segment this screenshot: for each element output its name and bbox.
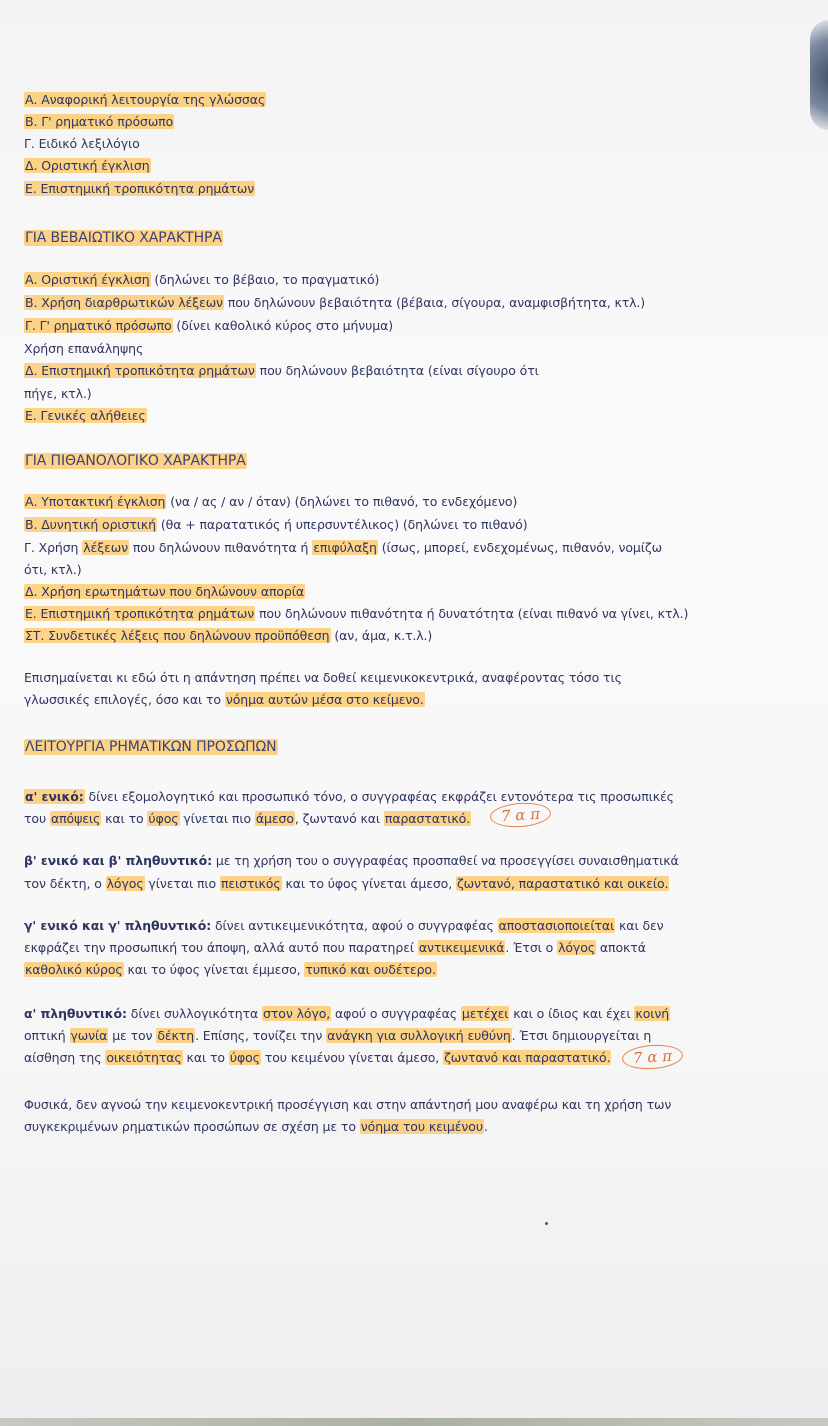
certain-item-b: Β. Χρήση διαρθρωτικών λέξεων που δηλώνουν βεβαιότητα (βέβαια, σίγουρα, αναμφισβήτητα, κτλ.) [25,295,646,310]
person-4-line-2: οπτική γωνία με τον δέκτη. Επίσης, τονίζει την ανάγκη για συλλογική ευθύνη. Έτσι δημιουργείται η [24,1028,652,1043]
top-item-b: Β. Γ' ρηματικό πρόσωπο [25,114,174,129]
closing-line-1: Φυσικά, δεν αγνοώ την κειμενοκεντρική προσέγγιση και στην απάντησή μου αναφέρω και τη χρήση των [24,1097,672,1112]
certain-item-d: Δ. Επιστημική τροπικότητα ρημάτων που δηλώνουν βεβαιότητα (είναι σίγουρο ότι [25,363,539,378]
probable-item-a: Α. Υποτακτική έγκλιση (να / ας / αν / όταν) (δηλώνει το πιθανό, το ενδεχόμενο) [25,494,518,509]
closing-line-2: συγκεκριμένων ρηματικών προσώπων σε σχέση με το νόημα του κειμένου. [24,1119,488,1134]
top-item-c: Γ. Ειδικό λεξιλόγιο [24,136,140,151]
note-line-1: Επισημαίνεται κι εδώ ότι η απάντηση πρέπει να δοθεί κειμενικοκεντρικά, αναφέροντας τόσο τις [24,670,622,685]
top-item-d: Δ. Οριστική έγκλιση [25,158,150,173]
top-item-e: Ε. Επιστημική τροπικότητα ρημάτων [25,181,255,196]
section-title-certain: ΓΙΑ ΒΕΒΑΙΩΤΙΚΟ ΧΑΡΑΚΤΗΡΑ [25,230,222,246]
person-1-line-1: α' ενικό: δίνει εξομολογητικό και προσωπικό τόνο, ο συγγραφέας εκφράζει εντονότερα τις προσωπικές [25,789,674,804]
person-3-line-3: καθολικό κύρος και το ύφος γίνεται έμμεσο, τυπικό και ουδέτερο. [25,962,436,977]
section-title-persons: ΛΕΙΤΟΥΡΓΙΑ ΡΗΜΑΤΙΚΩΝ ΠΡΟΣΩΠΩΝ [25,739,277,755]
handwritten-stamp-1: 7 α π [490,803,551,827]
page-edge-shadow [810,20,828,130]
speck [545,1222,548,1225]
certain-item-c: Γ. Γ' ρηματικό πρόσωπο (δίνει καθολικό κύρος στο μήνυμα) [25,318,394,333]
top-item-a: Α. Αναφορική λειτουργία της γλώσσας [25,92,266,107]
certain-item-d2: πήγε, κτλ.) [24,386,92,401]
person-3-line-1: γ' ενικό και γ' πληθυντικό: δίνει αντικειμενικότητα, αφού ο συγγραφέας αποστασιοποιείται και δεν [24,918,664,933]
certain-item-a: Α. Οριστική έγκλιση (δηλώνει το βέβαιο, το πραγματικό) [25,272,380,287]
person-2-line-1: β' ενικό και β' πληθυντικό: με τη χρήση του ο συγγραφέας προσπαθεί να προσεγγίσει συναισθηματικά [24,853,679,868]
person-4-line-1: α' πληθυντικό: δίνει συλλογικότητα στον λόγο, αφού ο συγγραφέας μετέχει και ο ίδιος και έχει κοινή [24,1006,670,1021]
probable-item-c2: ότι, κτλ.) [24,562,82,577]
certain-item-e: Ε. Γενικές αλήθειες [25,408,146,423]
person-3-line-2: εκφράζει την προσωπική του άποψη, αλλά αυτό που παρατηρεί αντικειμενικά. Έτσι ο λόγος αποκτά [24,940,646,955]
probable-item-c: Γ. Χρήση λέξεων που δηλώνουν πιθανότητα ή επιφύλαξη (ίσως, μπορεί, ενδεχομένως, πιθανόν, νομίζω [24,540,662,555]
handwritten-stamp-2: 7 α π [622,1045,683,1069]
person-4-line-3: αίσθηση της οικειότητας και το ύφος του κειμένου γίνεται άμεσο, ζωντανό και παραστατικό. [24,1050,611,1065]
probable-item-f: ΣΤ. Συνδετικές λέξεις που δηλώνουν προϋπόθεση (αν, άμα, κ.τ.λ.) [25,628,433,643]
section-title-probable: ΓΙΑ ΠΙΘΑΝΟΛΟΓΙΚΟ ΧΑΡΑΚΤΗΡΑ [25,453,246,469]
probable-item-b: Β. Δυνητική οριστική (θα + παρατατικός ή υπερσυντέλικος) (δηλώνει το πιθανό) [25,517,528,532]
note-line-2: γλωσσικές επιλογές, όσο και το νόημα αυτών μέσα στο κείμενο. [24,692,424,707]
probable-item-d: Δ. Χρήση ερωτημάτων που δηλώνουν απορία [25,584,305,599]
certain-item-c2: Χρήση επανάληψης [24,341,144,356]
probable-item-e: Ε. Επιστημική τροπικότητα ρημάτων που δηλώνουν πιθανότητα ή δυνατότητα (είναι πιθανό να γίνει, κτλ.) [25,606,689,621]
bottom-edge [0,1418,828,1426]
person-2-line-2: τον δέκτη, ο λόγος γίνεται πιο πειστικός και το ύφος γίνεται άμεσο, ζωντανό, παραστατικό και οικείο. [24,876,669,891]
person-1-line-2: του απόψεις και το ύφος γίνεται πιο άμεσο, ζωντανό και παραστατικό. [24,811,471,826]
